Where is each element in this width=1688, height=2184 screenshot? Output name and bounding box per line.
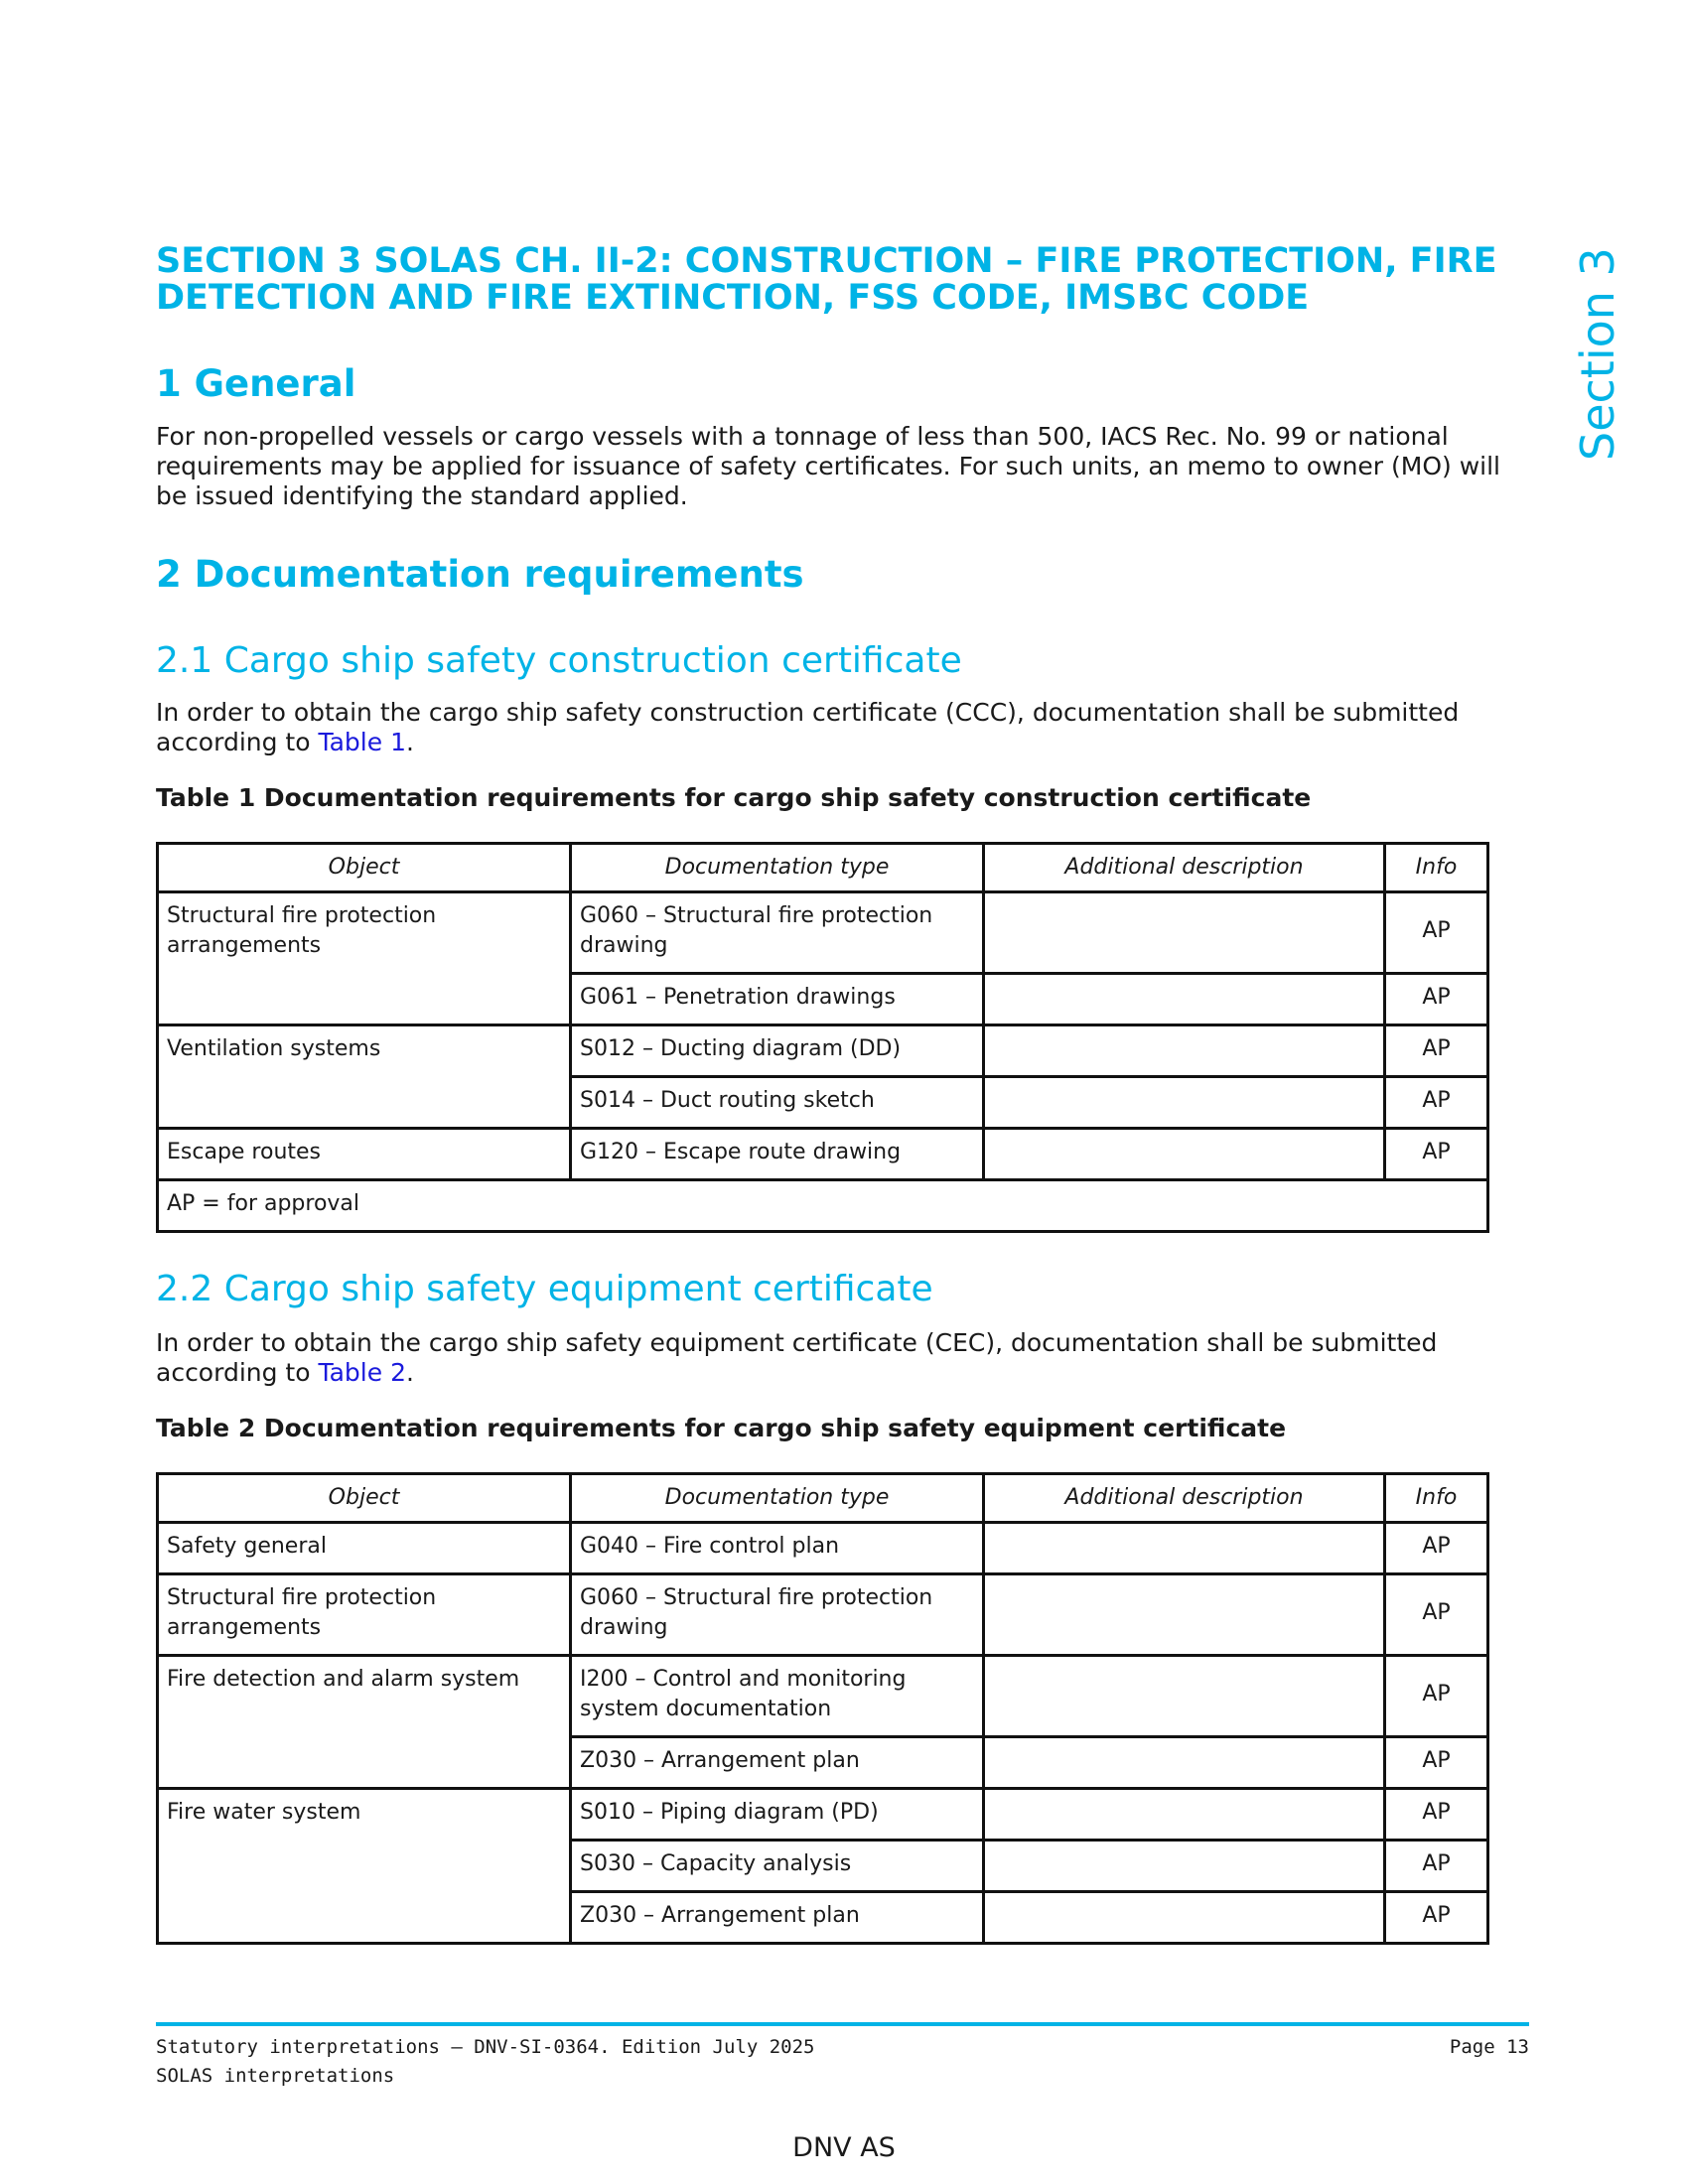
doc-type-cell: S012 – Ducting diagram (DD) (571, 1025, 984, 1077)
table-row (158, 1025, 1488, 1077)
doc-type-cell: G060 – Structural fire protection drawing (571, 892, 984, 974)
description-cell (984, 974, 1385, 1025)
doc-type-cell: G040 – Fire control plan (571, 1523, 984, 1574)
object-cell: Structural fire protection arrangements (158, 892, 571, 1025)
table-1-link[interactable]: Table 1 (318, 728, 406, 756)
heading-general: 1 General (156, 362, 356, 405)
table-row (158, 1789, 1488, 1841)
description-cell (984, 1025, 1385, 1077)
info-cell: AP (1385, 1656, 1488, 1737)
info-cell: AP (1385, 1523, 1488, 1574)
footer-divider (156, 2022, 1529, 2026)
doc-type-cell: G061 – Penetration drawings (571, 974, 984, 1025)
section-side-tab: Section 3 (1571, 247, 1624, 461)
description-cell (984, 1892, 1385, 1944)
doc-type-cell: I200 – Control and monitoring system documentation (571, 1656, 984, 1737)
table-row (158, 1129, 1488, 1180)
description-cell (984, 1129, 1385, 1180)
cec-paragraph-end: . (405, 1358, 414, 1387)
description-cell (984, 1523, 1385, 1574)
info-cell: AP (1385, 1892, 1488, 1944)
object-cell: Ventilation systems (158, 1025, 571, 1129)
object-cell: Safety general (158, 1523, 571, 1574)
table-2-caption: Table 2 Documentation requirements for cargo ship safety equipment certificate (156, 1414, 1287, 1442)
doc-type-cell: G120 – Escape route drawing (571, 1129, 984, 1180)
info-cell: AP (1385, 1789, 1488, 1841)
description-cell (984, 1841, 1385, 1892)
info-cell: AP (1385, 1129, 1488, 1180)
table-1-caption: Table 1 Documentation requirements for cargo ship safety construction certificate (156, 783, 1312, 812)
table-2-header-doc-type: Documentation type (571, 1474, 984, 1523)
doc-type-cell: S014 – Duct routing sketch (571, 1077, 984, 1129)
doc-type-cell: Z030 – Arrangement plan (571, 1737, 984, 1789)
table-2-link[interactable]: Table 2 (318, 1358, 406, 1387)
table-2 (156, 1472, 1489, 1945)
description-cell (984, 1574, 1385, 1656)
info-cell: AP (1385, 1025, 1488, 1077)
description-cell (984, 1077, 1385, 1129)
footer-subtitle: SOLAS interpretations (156, 2065, 395, 2087)
table-2-header-description: Additional description (984, 1474, 1385, 1523)
doc-type-cell: S030 – Capacity analysis (571, 1841, 984, 1892)
description-cell (984, 1737, 1385, 1789)
table-row (158, 892, 1488, 974)
general-paragraph: For non-propelled vessels or cargo vessels with a tonnage of less than 500, IACS Rec. No. 99 or national requirements may be applied for issuance of safety certificates. For such units, an memo to owner (MO) will be issued identifying the standard applied. (156, 422, 1501, 510)
table-1-header-info: Info (1385, 844, 1488, 892)
ccc-paragraph-text: In order to obtain the cargo ship safety construction certificate (CCC), documentation shall be submitted according to (156, 698, 1460, 756)
doc-type-cell: Z030 – Arrangement plan (571, 1892, 984, 1944)
section-title: SECTION 3 SOLAS CH. II-2: CONSTRUCTION – FIRE PROTECTION, FIRE DETECTION AND FIRE EXTINCTION, FSS CODE, IMSBC CODE (156, 241, 1497, 318)
description-cell (984, 892, 1385, 974)
heading-cec: 2.2 Cargo ship safety equipment certificate (156, 1269, 933, 1309)
object-cell: Fire water system (158, 1789, 571, 1944)
description-cell (984, 1789, 1385, 1841)
table-1 (156, 842, 1489, 1233)
table-note-row (158, 1180, 1488, 1232)
table-row (158, 1523, 1488, 1574)
footer-doc-reference: Statutory interpretations — DNV-SI-0364. Edition July 2025 (156, 2036, 815, 2058)
footer-page-number: Page 13 (1449, 2036, 1529, 2058)
table-1-header-description: Additional description (984, 844, 1385, 892)
doc-type-cell: S010 – Piping diagram (PD) (571, 1789, 984, 1841)
table-row (158, 1656, 1488, 1737)
object-cell: Fire detection and alarm system (158, 1656, 571, 1789)
info-cell: AP (1385, 1077, 1488, 1129)
table-row (158, 1574, 1488, 1656)
doc-type-cell: G060 – Structural fire protection drawing (571, 1574, 984, 1656)
table-1-note: AP = for approval (158, 1180, 1488, 1232)
footer-company: DNV AS (792, 2132, 896, 2163)
heading-ccc: 2.1 Cargo ship safety construction certificate (156, 640, 962, 681)
info-cell: AP (1385, 892, 1488, 974)
table-2-header-object: Object (158, 1474, 571, 1523)
table-2-header-info: Info (1385, 1474, 1488, 1523)
heading-documentation-requirements: 2 Documentation requirements (156, 553, 804, 596)
table-2-header-row (158, 1474, 1488, 1523)
object-cell: Escape routes (158, 1129, 571, 1180)
cec-paragraph-text: In order to obtain the cargo ship safety equipment certificate (CEC), documentation shall be submitted according to (156, 1328, 1438, 1387)
info-cell: AP (1385, 974, 1488, 1025)
ccc-paragraph (156, 698, 1516, 757)
info-cell: AP (1385, 1841, 1488, 1892)
info-cell: AP (1385, 1574, 1488, 1656)
object-cell: Structural fire protection arrangements (158, 1574, 571, 1656)
description-cell (984, 1656, 1385, 1737)
table-1-header-row (158, 844, 1488, 892)
cec-paragraph (156, 1328, 1516, 1388)
info-cell: AP (1385, 1737, 1488, 1789)
table-1-header-object: Object (158, 844, 571, 892)
table-1-header-doc-type: Documentation type (571, 844, 984, 892)
ccc-paragraph-end: . (405, 728, 414, 756)
